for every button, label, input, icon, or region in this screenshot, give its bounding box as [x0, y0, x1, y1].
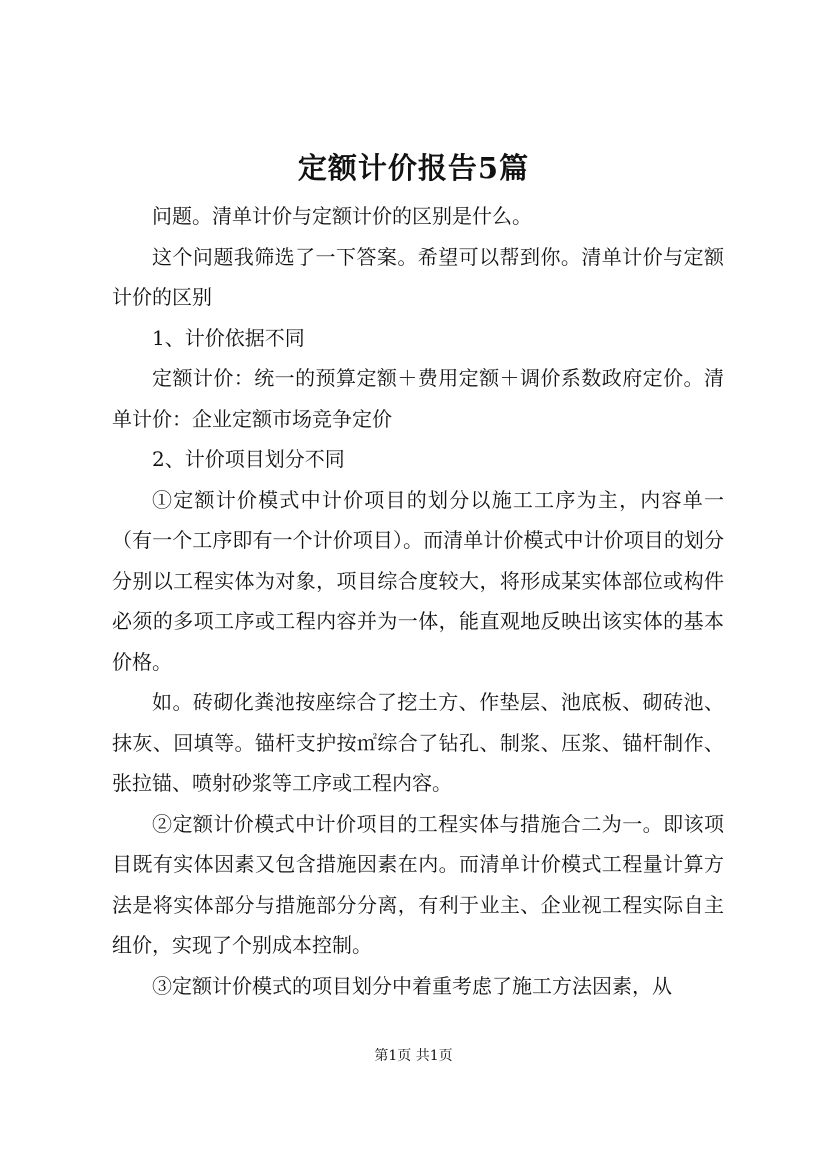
paragraph: 如。砖砌化粪池按座综合了挖土方、作垫层、池底板、砌砖池、抹灰、回填等。锚杆支护按㎡综合了钻孔、制浆、压浆、锚杆制作、张拉锚、喷射砂浆等工序或工程内容。 — [112, 690, 724, 795]
paragraph: ②定额计价模式中计价项目的工程实体与措施合二为一。即该项目既有实体因素又包含措施因素在内。而清单计价模式工程量计算方法是将实体部分与措施部分分离，有利于业主、企业视工程实际自主组价，实现了个别成本控制。 — [112, 811, 724, 957]
page-footer: 第1页 共1页 — [374, 1048, 453, 1064]
paragraph: 问题。清单计价与定额计价的区别是什么。 — [152, 204, 532, 228]
paragraph: ③定额计价模式的项目划分中着重考虑了施工方法因素，从 — [152, 973, 672, 998]
paragraph: 1、计价依据不同 — [152, 325, 305, 350]
paragraph: 2、计价项目划分不同 — [152, 447, 345, 471]
paragraph: 定额计价：统一的预算定额＋费用定额＋调价系数政府定价。清单计价：企业定额市场竞争定价 — [112, 366, 724, 431]
document-title: 定额计价报告5篇 — [297, 151, 530, 185]
document-body — [112, 196, 724, 1006]
paragraph: 这个问题我筛选了一下答案。希望可以帮到你。清单计价与定额计价的区别 — [112, 244, 724, 309]
paragraph: ①定额计价模式中计价项目的划分以施工工序为主，内容单一（有一个工序即有一个计价项目）。而清单计价模式中计价项目的划分分别以工程实体为对象，项目综合度较大，将形成某实体部位或构件必须的多项工序或工程内容并为一体，能直观地反映出该实体的基本价格。 — [112, 487, 724, 674]
